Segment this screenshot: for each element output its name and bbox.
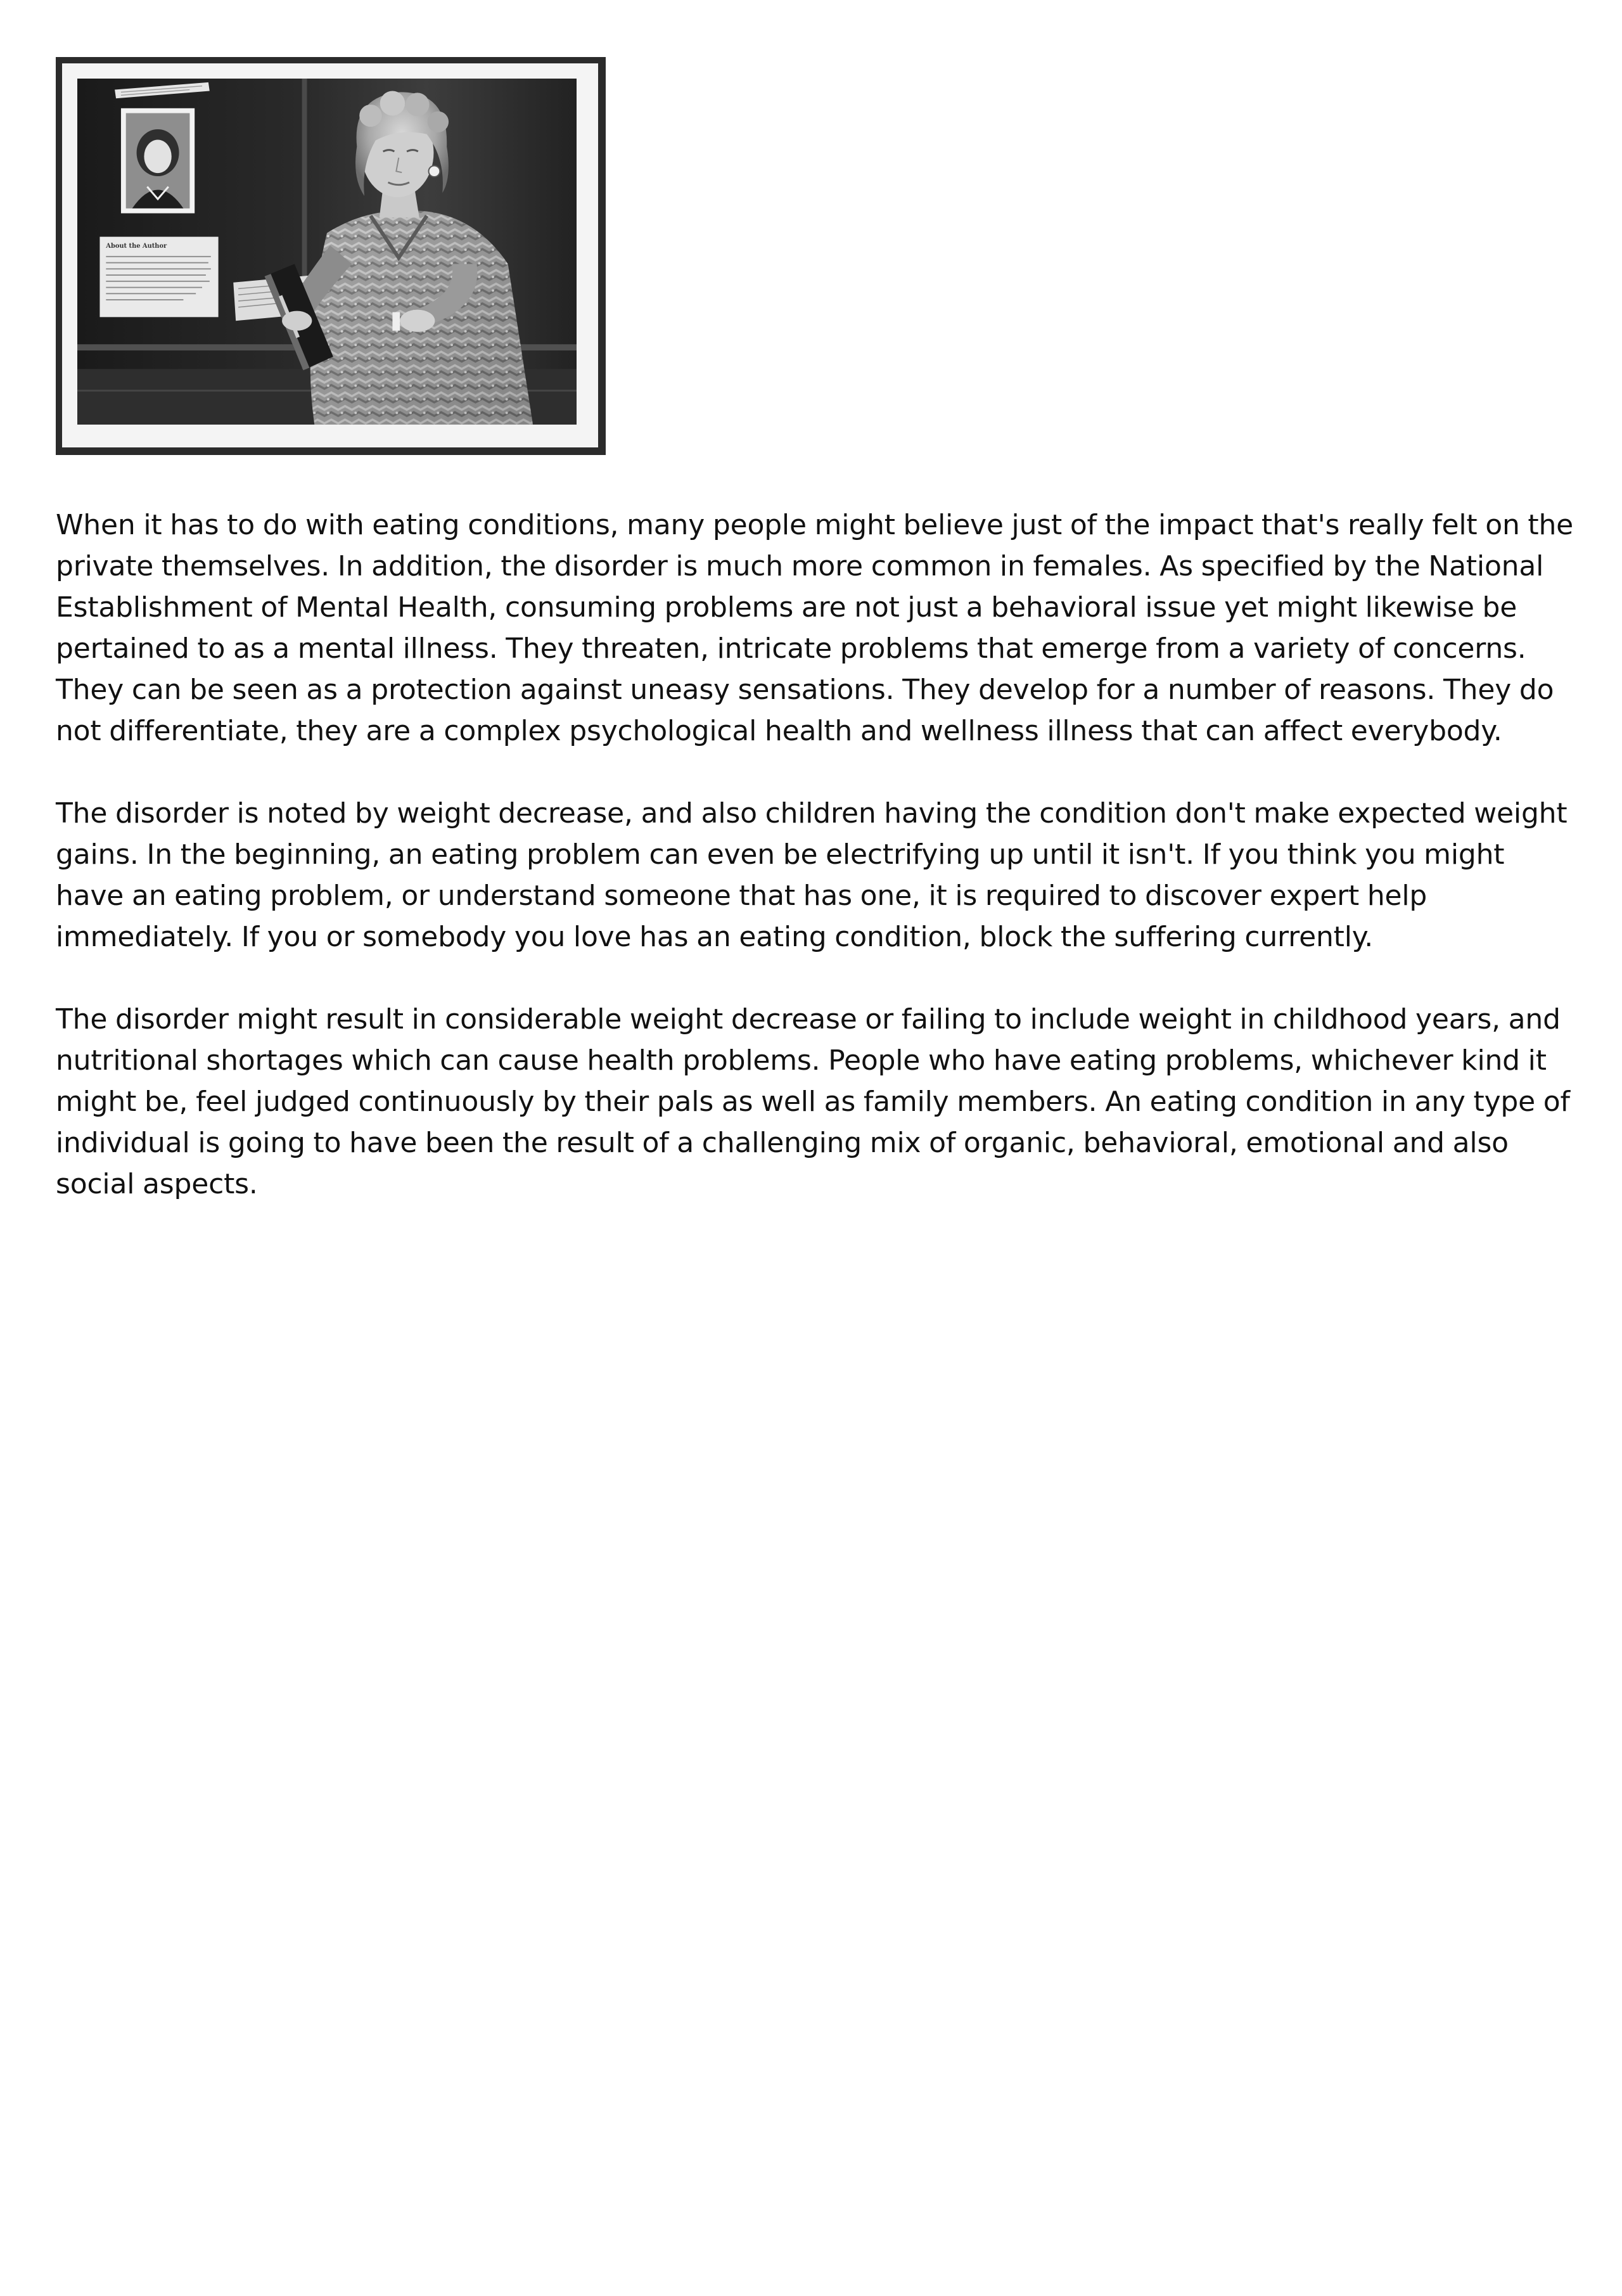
photo-mat (62, 63, 598, 447)
paragraph-3: The disorder might result in considerable weight decrease or failing to include weight in childhood years, and nutritional shortages which can cause health problems. People who have eating problems, whichever kind it might be, feel judged continuously by their pals as well as family members. An eating condition in any type of individual is going to have been the result of a challenging mix of organic, behavioral, emotional and also social aspects. (56, 1003, 1570, 1200)
about-author-heading: About the Author (106, 243, 167, 250)
paragraph-1: When it has to do with eating conditions, many people might believe just of the impact that's really felt on the private themselves. In addition, the disorder is much more common in females. As specified by the National Establishment of Mental Health, consuming problems are not just a behavioral issue yet might likewise be pertained to as a mental illness. They threaten, intricate problems that emerge from a variety of concerns. They can be seen as a protection against uneasy sensations. They develop for a number of reasons. They do not differentiate, they are a complex psychological health and wellness illness that can affect everybody. (56, 509, 1574, 747)
document-page (56, 57, 1576, 1246)
article-body (56, 504, 1576, 1205)
photo-portrait-woman-holding-book-icon (77, 79, 577, 425)
paragraph-2: The disorder is noted by weight decrease, and also children having the condition don't make expected weight gains. In the beginning, an eating problem can even be electrifying up until it isn't. If you think you might have an eating problem, or understand someone that has one, it is required to discover expert help immediately. If you or somebody you love has an eating condition, block the suffering currently. (56, 797, 1568, 953)
photo-frame (56, 57, 606, 455)
